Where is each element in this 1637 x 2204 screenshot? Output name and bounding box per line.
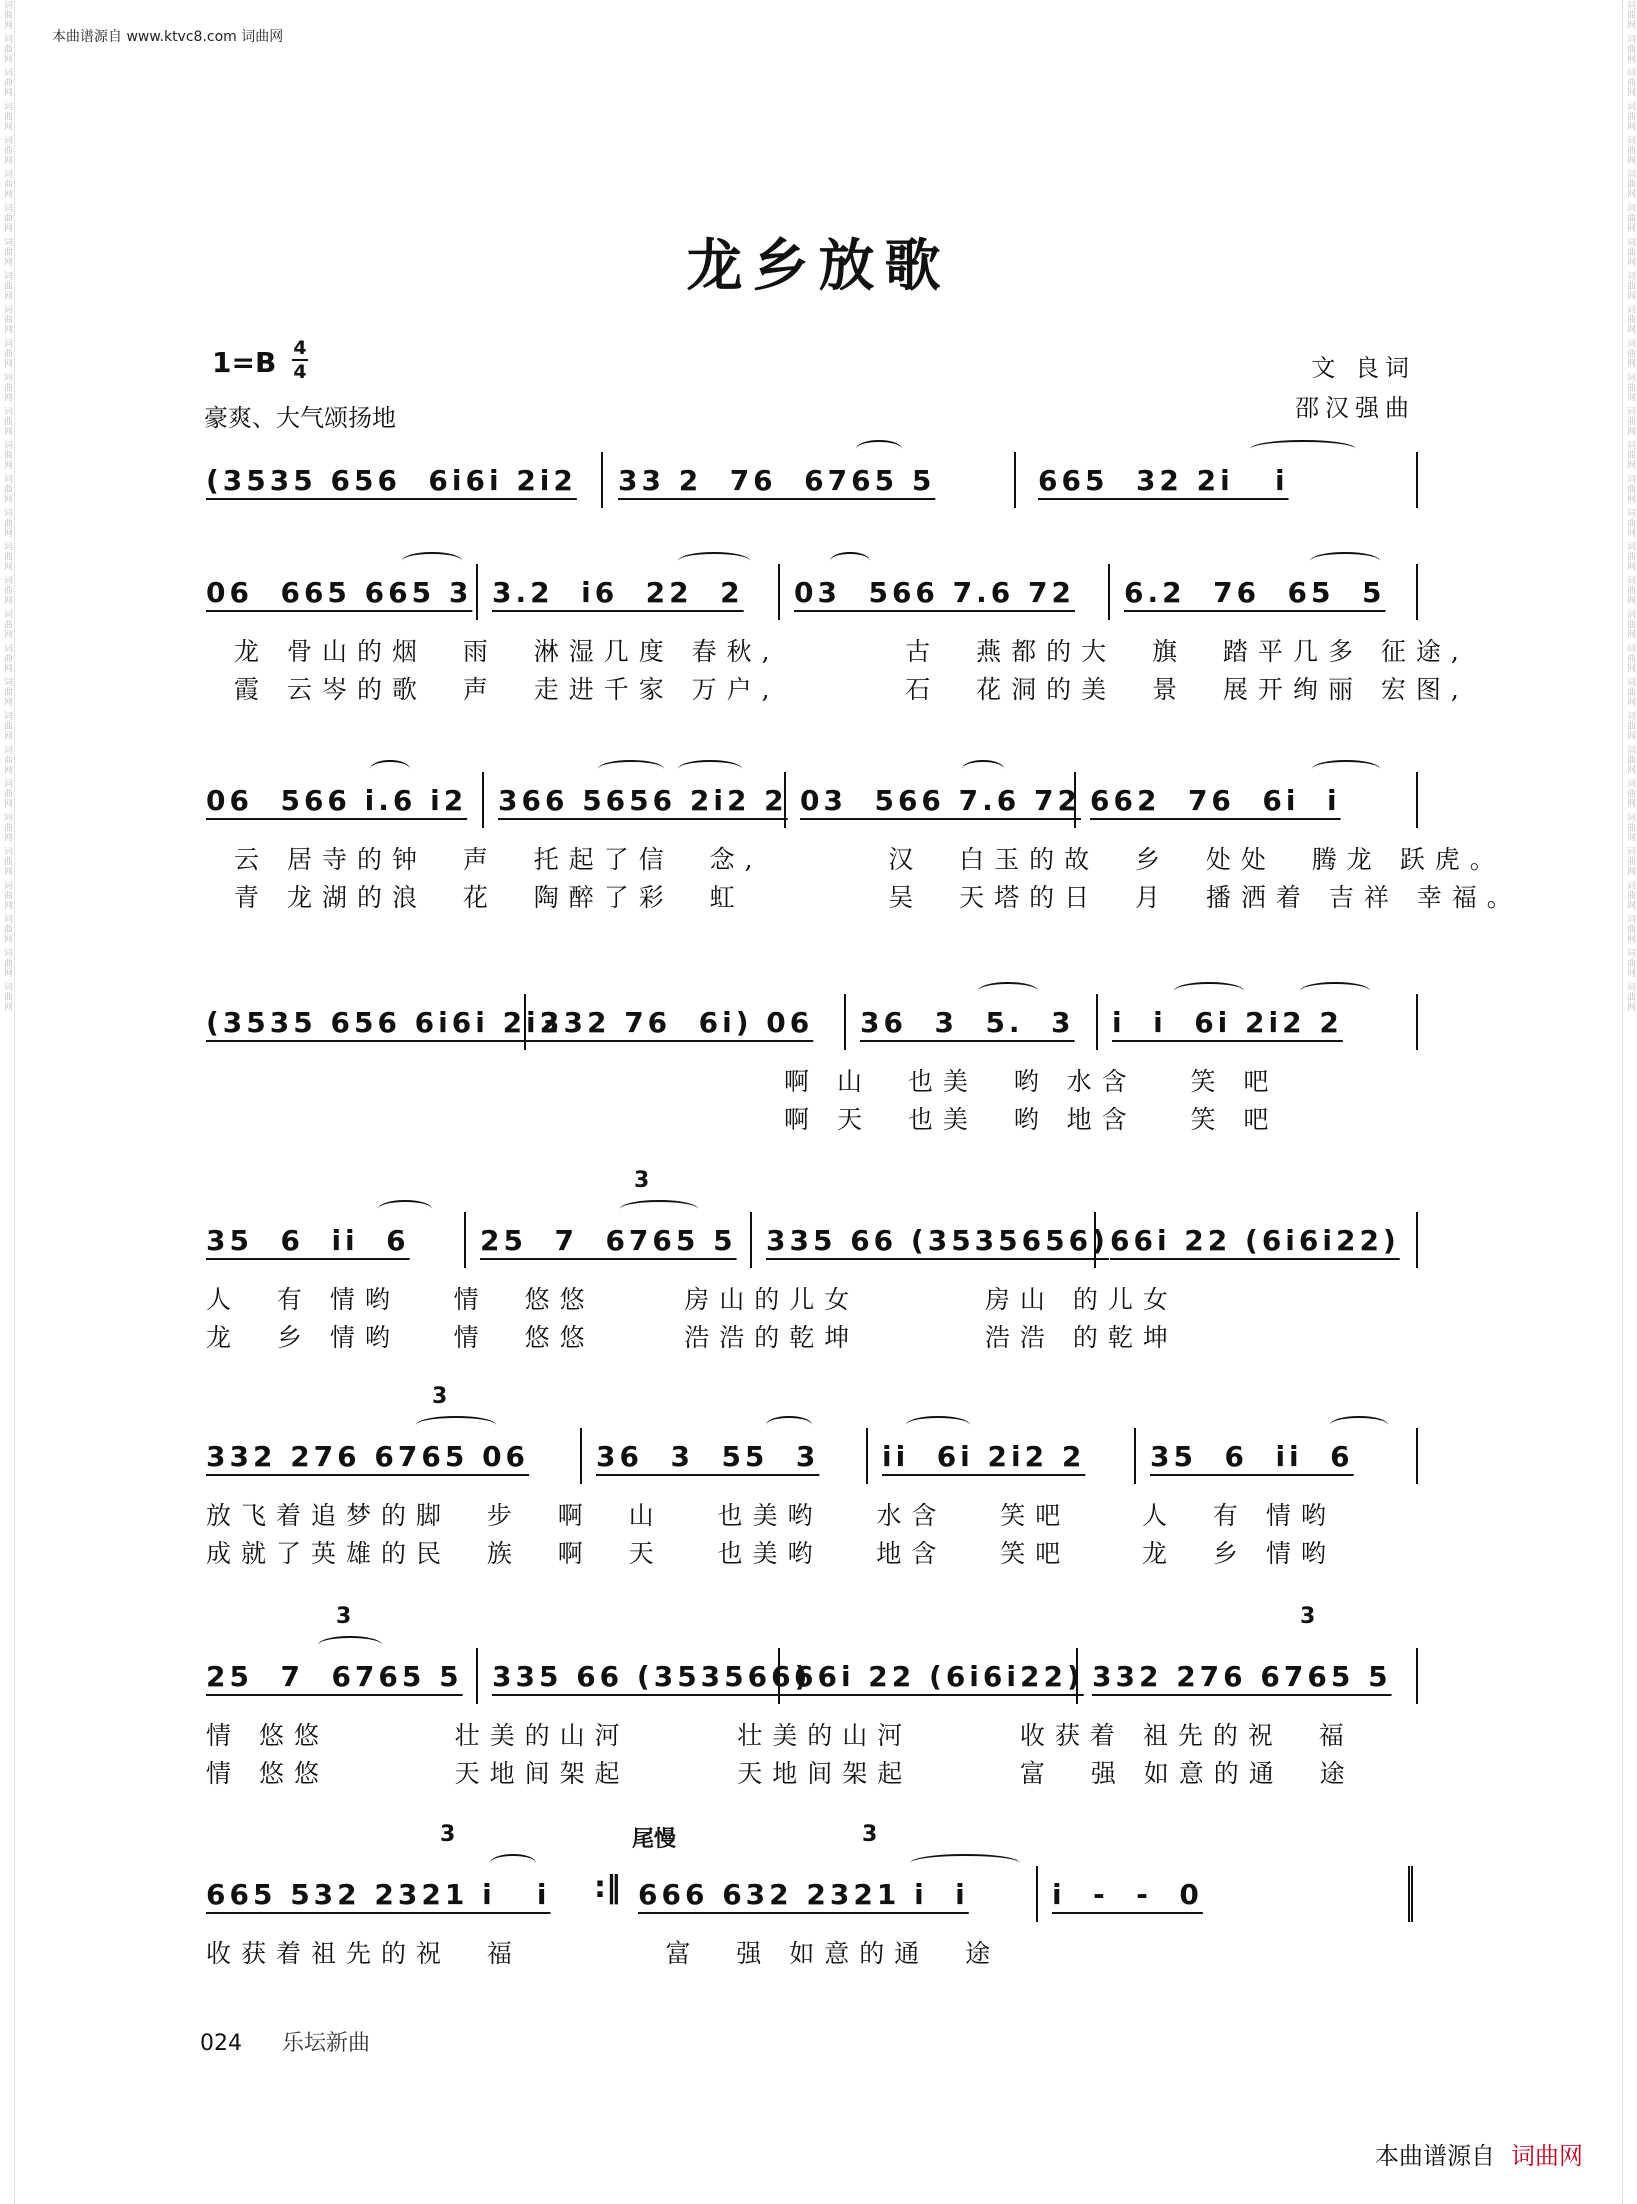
page-footer: [200, 2026, 370, 2057]
measure-notes: i - - 0: [1052, 1877, 1203, 1911]
measure: [794, 1644, 1084, 1708]
barline: [1108, 564, 1110, 620]
measure-notes: 665 32 2i i: [1038, 463, 1289, 497]
measure-notes: 25 7 6765 5: [480, 1223, 737, 1257]
measure: [206, 768, 467, 832]
measure-notes: (3535 656 6i6i 2i2: [206, 1005, 564, 1039]
measure-notes: 662 76 6i i: [1090, 783, 1341, 817]
brand-prefix: 本曲谱源自: [1375, 2142, 1495, 2170]
measure-notes: 332 276 6765 06: [206, 1439, 530, 1473]
barline: [476, 564, 478, 620]
barline: [464, 1212, 466, 1268]
measure-notes: 35 6 ii 6: [1150, 1439, 1354, 1473]
lyric-verse-1: 情 悠悠 壮美的山河 壮美的山河 收获着 祖先的祝 福: [206, 1721, 1354, 1750]
source-header: 本曲谱源自 www.ktvc8.com 词曲网: [52, 29, 284, 45]
barline: [476, 1648, 478, 1704]
barline: [524, 994, 526, 1050]
slur: [598, 760, 664, 778]
barline: [482, 772, 484, 828]
score-system-1: [206, 448, 1418, 512]
slur: [856, 440, 902, 458]
measure: [492, 1644, 811, 1708]
barline: [1076, 1648, 1078, 1704]
score-system-7: [206, 1604, 1418, 1788]
repeat-sign: :‖: [594, 1870, 621, 1905]
measure: [206, 990, 563, 1054]
staff-line: [206, 560, 1418, 624]
slur: [402, 552, 462, 570]
barline: [750, 1212, 752, 1268]
measure: [1052, 1862, 1203, 1926]
measure-notes: 25 7 6765 5: [206, 1659, 463, 1693]
slur: [678, 552, 750, 570]
score-system-4: [206, 990, 1418, 1134]
score-system-5: [206, 1168, 1418, 1352]
measure-notes: 03 566 7.6 72: [800, 783, 1081, 817]
barline: [1416, 1428, 1418, 1484]
barline: [580, 1428, 582, 1484]
measure-notes: 335 66 (3535656): [766, 1223, 1109, 1257]
measure: [766, 1208, 1109, 1272]
lyric-verse-2: 成就了英雄的民 族 啊 天 也美哟 地含 笑吧 龙 乡 情哟: [206, 1539, 1336, 1568]
lyric-verse-1: 放飞着追梦的脚 步 啊 山 也美哟 水含 笑吧 人 有 情哟: [206, 1501, 1336, 1530]
brand-site-link[interactable]: 词曲网: [1511, 2142, 1583, 2170]
slur: [1312, 760, 1380, 778]
barline: [1094, 1212, 1096, 1268]
staff-line: [206, 1168, 1418, 1272]
measure-notes: 335 66 (353566): [492, 1659, 812, 1693]
left-watermark-strip: [0, 0, 15, 2204]
final-barline: [1408, 1866, 1419, 1922]
lyricist-credit: 文 良词: [1311, 354, 1415, 382]
time-sig-bottom: 4: [293, 361, 307, 383]
measure: [800, 768, 1081, 832]
staff-line: [206, 1604, 1418, 1708]
measure-notes: 3.2 i6 22 2: [492, 575, 744, 609]
slur: [962, 760, 1004, 778]
barline: [1416, 772, 1418, 828]
tempo-marking: 豪爽、大气颂扬地: [204, 404, 396, 432]
measure: [1090, 768, 1341, 832]
barline: [844, 994, 846, 1050]
slur: [378, 1200, 432, 1218]
score-system-6: [206, 1384, 1418, 1568]
lyric-verse-2: 龙 乡 情哟 情 悠悠 浩浩的乾坤 浩浩 的乾坤: [206, 1323, 1178, 1352]
page-number: 024: [200, 2031, 242, 2056]
slur: [830, 552, 870, 570]
measure-notes: (3535 656 6i6i 2i2: [206, 463, 577, 497]
barline: [1134, 1428, 1136, 1484]
measure: [1092, 1644, 1392, 1708]
barline: [1014, 452, 1016, 508]
lyric-verse-1: 人 有 情哟 情 悠悠 房山的儿女 房山 的儿女: [206, 1285, 1178, 1314]
tempo-annotation: 尾慢: [632, 1827, 677, 1852]
barline: [1416, 1648, 1418, 1704]
slur: [1250, 440, 1356, 458]
staff-line: [206, 1822, 1418, 1926]
slur: [370, 760, 410, 778]
measure-notes: 03 566 7.6 72: [794, 575, 1075, 609]
score-system-8: [206, 1822, 1418, 1968]
measure-notes: 66i 22 (6i6i22): [794, 1659, 1084, 1693]
bottom-brand: [1375, 2136, 1583, 2171]
slur: [620, 1200, 698, 1218]
slur: [766, 1416, 812, 1434]
measure-notes: 666 632 2321 i i: [638, 1877, 969, 1911]
lyric-verse-2: 啊 天 也美 哟 地含 笑 吧: [784, 1105, 1279, 1134]
lyric-verse-1: 啊 山 也美 哟 水含 笑 吧: [784, 1067, 1279, 1096]
key-signature: 1=B: [212, 346, 277, 379]
measure-notes: 332 276 6765 5: [1092, 1659, 1392, 1693]
staff-line: [206, 768, 1418, 832]
measure: [1150, 1424, 1354, 1488]
triplet-mark: 3: [432, 1384, 448, 1409]
measure-notes: 33 2 76 6765 5: [618, 463, 936, 497]
lyric-verse-1: 收获着祖先的祝 福 富 强 如意的通 途: [206, 1939, 1001, 1968]
measure-notes: 06 566 i.6 i2: [206, 783, 468, 817]
slur: [1300, 982, 1370, 1000]
barline: [601, 452, 603, 508]
measure-notes: 6.2 76 65 5: [1124, 575, 1386, 609]
measure: [206, 448, 577, 512]
barline: [1074, 772, 1076, 828]
triplet-mark: 3: [336, 1604, 352, 1629]
triplet-mark: 3: [634, 1168, 650, 1193]
right-watermark-text: 词曲网 词曲网 词曲网 词曲网 词曲网 词曲网 词曲网 词曲网 词曲网 词曲网 词曲网 词曲网 词曲网 词曲网 词曲网 词曲网 词曲网 词曲网 词曲网 词曲网 词曲网 词曲网 词曲网 词曲网 词曲网 词曲网 词曲网 词曲网 词曲网 词曲网: [1625, 0, 1635, 1012]
left-watermark-text: 词曲网 词曲网 词曲网 词曲网 词曲网 词曲网 词曲网 词曲网 词曲网 词曲网 词曲网 词曲网 词曲网 词曲网 词曲网 词曲网 词曲网 词曲网 词曲网 词曲网 词曲网 词曲网 词曲网 词曲网 词曲网 词曲网 词曲网 词曲网 词曲网 词曲网: [2, 0, 12, 1012]
staff-line: [206, 448, 1418, 512]
measure-notes: i i 6i 2i2 2: [1112, 1005, 1343, 1039]
time-signature: [292, 338, 308, 382]
barline: [866, 1428, 868, 1484]
measure: [480, 1208, 737, 1272]
lyric-verse-1: 龙 骨山的烟 雨 淋湿几度 春秋, 古 燕都的大 旗 踏平几多 征途,: [234, 637, 1469, 666]
slur: [1330, 1416, 1388, 1434]
composer-credit: 邵汉强曲: [1295, 394, 1415, 422]
barline: [778, 1648, 780, 1704]
slur: [318, 1636, 382, 1654]
slur: [906, 1416, 970, 1434]
slur: [910, 1854, 1020, 1872]
measure: [1110, 1208, 1400, 1272]
measure-notes: 665 532 2321 i i: [206, 1877, 551, 1911]
slur: [678, 760, 742, 778]
lyric-verse-2: 情 悠悠 天地间架起 天地间架起 富 强 如意的通 途: [206, 1759, 1355, 1788]
measure: [540, 990, 813, 1054]
slur: [1174, 982, 1244, 1000]
measure-notes: 06 665 665 3: [206, 575, 473, 609]
measure-notes: ii 6i 2i2 2: [882, 1439, 1086, 1473]
measure-notes: 35 6 ii 6: [206, 1223, 410, 1257]
score-system-2: [206, 560, 1469, 704]
triplet-mark: 3: [1300, 1604, 1316, 1629]
measure-notes: 332 76 6i) 06: [540, 1005, 814, 1039]
time-sig-top: 4: [293, 337, 307, 359]
slur: [416, 1416, 496, 1434]
score-system-3: [206, 768, 1522, 912]
lyric-verse-2: 霞 云岑的歌 声 走进千家 万户, 石 花洞的美 景 展开绚丽 宏图,: [234, 675, 1469, 704]
measure-notes: 36 3 55 3: [596, 1439, 820, 1473]
measure: [860, 990, 1075, 1054]
barline: [784, 772, 786, 828]
triplet-mark: 3: [862, 1822, 878, 1847]
barline: [1416, 994, 1418, 1050]
measure-notes: 36 3 5. 3: [860, 1005, 1075, 1039]
barline: [1416, 1212, 1418, 1268]
slur: [978, 982, 1038, 1000]
barline: [1036, 1866, 1038, 1922]
slur: [1310, 552, 1380, 570]
triplet-mark: 3: [440, 1822, 456, 1847]
publication-name: 乐坛新曲: [282, 2031, 371, 2056]
barline: [1096, 994, 1098, 1050]
measure-notes: 66i 22 (6i6i22): [1110, 1223, 1400, 1257]
barline: [1416, 564, 1418, 620]
right-watermark-strip: [1622, 0, 1637, 2204]
barline: [1416, 452, 1418, 508]
lyric-verse-2: 青 龙湖的浪 花 陶醉了彩 虹 吴 天塔的日 月 播洒着 吉祥 幸福。: [234, 883, 1522, 912]
barline: [778, 564, 780, 620]
song-title: 龙乡放歌: [686, 233, 951, 299]
staff-line: [206, 1384, 1418, 1488]
lyric-verse-1: 云 居寺的钟 声 托起了信 念, 汉 白玉的故 乡 处处 腾龙 跃虎。: [234, 845, 1505, 874]
measure-notes: 366 5656 2i2 2: [498, 783, 788, 817]
staff-line: [206, 990, 1418, 1054]
slur: [490, 1854, 536, 1872]
